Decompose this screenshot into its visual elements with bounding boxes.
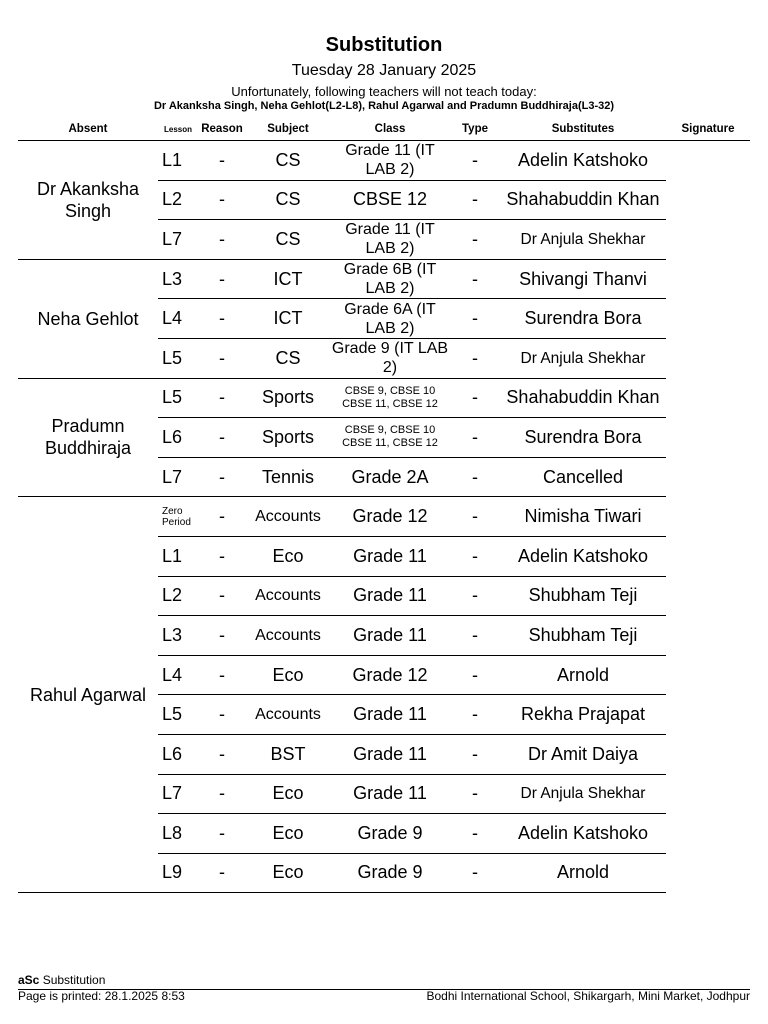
- lesson-cell: L5: [158, 378, 198, 418]
- signature-cell: [666, 497, 750, 537]
- class-cell: Grade 11: [330, 695, 450, 735]
- subject-cell: Tennis: [246, 457, 330, 497]
- column-header-subject: Subject: [267, 123, 309, 135]
- signature-cell: [666, 616, 750, 656]
- class-cell: Grade 11: [330, 576, 450, 616]
- app-credit-name: Substitution: [39, 973, 106, 987]
- reason-cell: -: [198, 259, 246, 299]
- class-cell: Grade 9: [330, 814, 450, 854]
- class-cell: Grade 11 (IT LAB 2): [330, 220, 450, 260]
- signature-cell: [666, 655, 750, 695]
- class-cell: Grade 11: [330, 734, 450, 774]
- signature-cell: [666, 259, 750, 299]
- class-cell: Grade 12: [330, 497, 450, 537]
- lesson-cell: Zero Period: [158, 497, 198, 537]
- type-cell: -: [450, 853, 500, 893]
- type-cell: -: [450, 536, 500, 576]
- reason-cell: -: [198, 853, 246, 893]
- column-header-lesson: Lesson: [163, 124, 192, 134]
- type-cell: -: [450, 220, 500, 260]
- signature-cell: [666, 338, 750, 378]
- substitute-cell: Dr Anjula Shekhar: [500, 774, 666, 814]
- signature-cell: [666, 814, 750, 854]
- substitute-cell: Dr Anjula Shekhar: [500, 338, 666, 378]
- substitute-cell: Adelin Katshoko: [500, 814, 666, 854]
- substitute-cell: Shubham Teji: [500, 576, 666, 616]
- class-cell: Grade 12: [330, 655, 450, 695]
- reason-cell: -: [198, 734, 246, 774]
- subject-cell: CS: [246, 180, 330, 220]
- report-date: Tuesday 28 January 2025: [291, 62, 477, 79]
- class-cell: Grade 11 (IT LAB 2): [330, 141, 450, 181]
- substitute-cell: Arnold: [500, 655, 666, 695]
- subject-cell: Eco: [246, 814, 330, 854]
- substitute-cell: Dr Amit Daiya: [500, 734, 666, 774]
- subject-cell: Accounts: [246, 576, 330, 616]
- substitute-cell: Adelin Katshoko: [500, 141, 666, 181]
- subject-cell: Accounts: [246, 497, 330, 537]
- substitute-cell: Adelin Katshoko: [500, 536, 666, 576]
- app-credit: [18, 973, 105, 987]
- signature-cell: [666, 220, 750, 260]
- substitute-cell: Shahabuddin Khan: [500, 378, 666, 418]
- app-credit-brand: aSc: [18, 973, 40, 987]
- signature-cell: [666, 695, 750, 735]
- lesson-cell: L7: [158, 774, 198, 814]
- absent-teacher-list: Dr Akanksha Singh, Neha Gehlot(L2-L8), Rahul Agarwal and Pradumn Buddhiraja(L3-32): [153, 100, 615, 112]
- reason-cell: -: [198, 141, 246, 181]
- substitute-cell: Nimisha Tiwari: [500, 497, 666, 537]
- subject-cell: CS: [246, 141, 330, 181]
- type-cell: -: [450, 497, 500, 537]
- signature-cell: [666, 536, 750, 576]
- signature-cell: [666, 853, 750, 893]
- substitute-cell: Rekha Prajapat: [500, 695, 666, 735]
- absence-notice: Unfortunately, following teachers will not teach today:: [231, 84, 537, 99]
- subject-cell: Eco: [246, 655, 330, 695]
- lesson-cell: L6: [158, 418, 198, 458]
- lesson-cell: L8: [158, 814, 198, 854]
- class-cell: Grade 11: [330, 616, 450, 656]
- lesson-cell: L5: [158, 695, 198, 735]
- table-row: [18, 141, 750, 181]
- class-cell: Grade 9: [330, 853, 450, 893]
- printed-timestamp: Page is printed: 28.1.2025 8:53: [18, 989, 185, 1003]
- substitute-cell: Cancelled: [500, 457, 666, 497]
- reason-cell: -: [198, 418, 246, 458]
- absent-teacher: Neha Gehlot: [18, 259, 158, 378]
- type-cell: -: [450, 141, 500, 181]
- signature-cell: [666, 774, 750, 814]
- reason-cell: -: [198, 457, 246, 497]
- table-header-row: [18, 119, 750, 141]
- type-cell: -: [450, 616, 500, 656]
- substitute-cell: Arnold: [500, 853, 666, 893]
- class-cell: CBSE 9, CBSE 10 CBSE 11, CBSE 12: [330, 378, 450, 418]
- type-cell: -: [450, 418, 500, 458]
- signature-cell: [666, 576, 750, 616]
- lesson-cell: L4: [158, 299, 198, 339]
- absent-teacher: Rahul Agarwal: [18, 497, 158, 893]
- type-cell: -: [450, 576, 500, 616]
- reason-cell: -: [198, 655, 246, 695]
- subject-cell: CS: [246, 220, 330, 260]
- signature-cell: [666, 141, 750, 181]
- type-cell: -: [450, 457, 500, 497]
- reason-cell: -: [198, 695, 246, 735]
- column-header-substitutes: Substitutes: [551, 123, 615, 135]
- subject-cell: Eco: [246, 853, 330, 893]
- reason-cell: -: [198, 299, 246, 339]
- type-cell: -: [450, 299, 500, 339]
- lesson-cell: L3: [158, 259, 198, 299]
- class-cell: Grade 11: [330, 536, 450, 576]
- reason-cell: -: [198, 536, 246, 576]
- subject-cell: Eco: [246, 774, 330, 814]
- subject-cell: Eco: [246, 536, 330, 576]
- lesson-cell: L3: [158, 616, 198, 656]
- class-cell: CBSE 9, CBSE 10 CBSE 11, CBSE 12: [330, 418, 450, 458]
- type-cell: -: [450, 774, 500, 814]
- substitute-cell: Shivangi Thanvi: [500, 259, 666, 299]
- column-header-absent: Absent: [68, 123, 108, 135]
- table-row: [18, 378, 750, 418]
- reason-cell: -: [198, 180, 246, 220]
- reason-cell: -: [198, 220, 246, 260]
- type-cell: -: [450, 378, 500, 418]
- signature-cell: [666, 378, 750, 418]
- subject-cell: BST: [246, 734, 330, 774]
- reason-cell: -: [198, 497, 246, 537]
- type-cell: -: [450, 259, 500, 299]
- substitute-cell: Shahabuddin Khan: [500, 180, 666, 220]
- substitute-cell: Dr Anjula Shekhar: [500, 220, 666, 260]
- absent-teacher: Dr Akanksha Singh: [18, 141, 158, 260]
- column-header-signature: Signature: [681, 123, 735, 135]
- class-cell: Grade 6A (IT LAB 2): [330, 299, 450, 339]
- lesson-cell: L6: [158, 734, 198, 774]
- substitute-cell: Surendra Bora: [500, 418, 666, 458]
- type-cell: -: [450, 695, 500, 735]
- signature-cell: [666, 734, 750, 774]
- subject-cell: Sports: [246, 378, 330, 418]
- subject-cell: Sports: [246, 418, 330, 458]
- subject-cell: ICT: [246, 299, 330, 339]
- type-cell: -: [450, 180, 500, 220]
- substitute-cell: Surendra Bora: [500, 299, 666, 339]
- class-cell: Grade 11: [330, 774, 450, 814]
- lesson-cell: L4: [158, 655, 198, 695]
- lesson-cell: L2: [158, 180, 198, 220]
- lesson-cell: L7: [158, 220, 198, 260]
- column-header-class: Class: [374, 123, 406, 135]
- type-cell: -: [450, 734, 500, 774]
- reason-cell: -: [198, 378, 246, 418]
- reason-cell: -: [198, 616, 246, 656]
- class-cell: Grade 6B (IT LAB 2): [330, 259, 450, 299]
- class-cell: Grade 9 (IT LAB 2): [331, 340, 449, 377]
- lesson-cell: L1: [158, 141, 198, 181]
- type-cell: -: [450, 655, 500, 695]
- table-row: [18, 259, 750, 299]
- reason-cell: -: [198, 338, 246, 378]
- lesson-cell: L5: [158, 338, 198, 378]
- school-address: Bodhi International School, Shikargarh, Mini Market, Jodhpur: [426, 989, 750, 1003]
- class-cell: Grade 2A: [330, 457, 450, 497]
- signature-cell: [666, 457, 750, 497]
- substitution-table: [18, 119, 750, 893]
- class-cell: CBSE 12: [330, 180, 450, 220]
- subject-cell: Accounts: [246, 616, 330, 656]
- lesson-cell: L2: [158, 576, 198, 616]
- reason-cell: -: [198, 774, 246, 814]
- lesson-cell: L9: [158, 853, 198, 893]
- subject-cell: ICT: [246, 259, 330, 299]
- column-header-reason: Reason: [201, 123, 243, 135]
- signature-cell: [666, 299, 750, 339]
- absent-teacher: Pradumn Buddhiraja: [18, 378, 158, 497]
- lesson-cell: L7: [158, 457, 198, 497]
- page-title: Substitution: [325, 34, 443, 56]
- type-cell: -: [450, 338, 500, 378]
- substitute-cell: Shubham Teji: [500, 616, 666, 656]
- signature-cell: [666, 180, 750, 220]
- type-cell: -: [450, 814, 500, 854]
- table-body: [18, 141, 750, 893]
- reason-cell: -: [198, 576, 246, 616]
- reason-cell: -: [198, 814, 246, 854]
- subject-cell: CS: [246, 338, 330, 378]
- column-header-type: Type: [462, 123, 488, 135]
- table-row: [18, 497, 750, 537]
- lesson-cell: L1: [158, 536, 198, 576]
- signature-cell: [666, 418, 750, 458]
- subject-cell: Accounts: [246, 695, 330, 735]
